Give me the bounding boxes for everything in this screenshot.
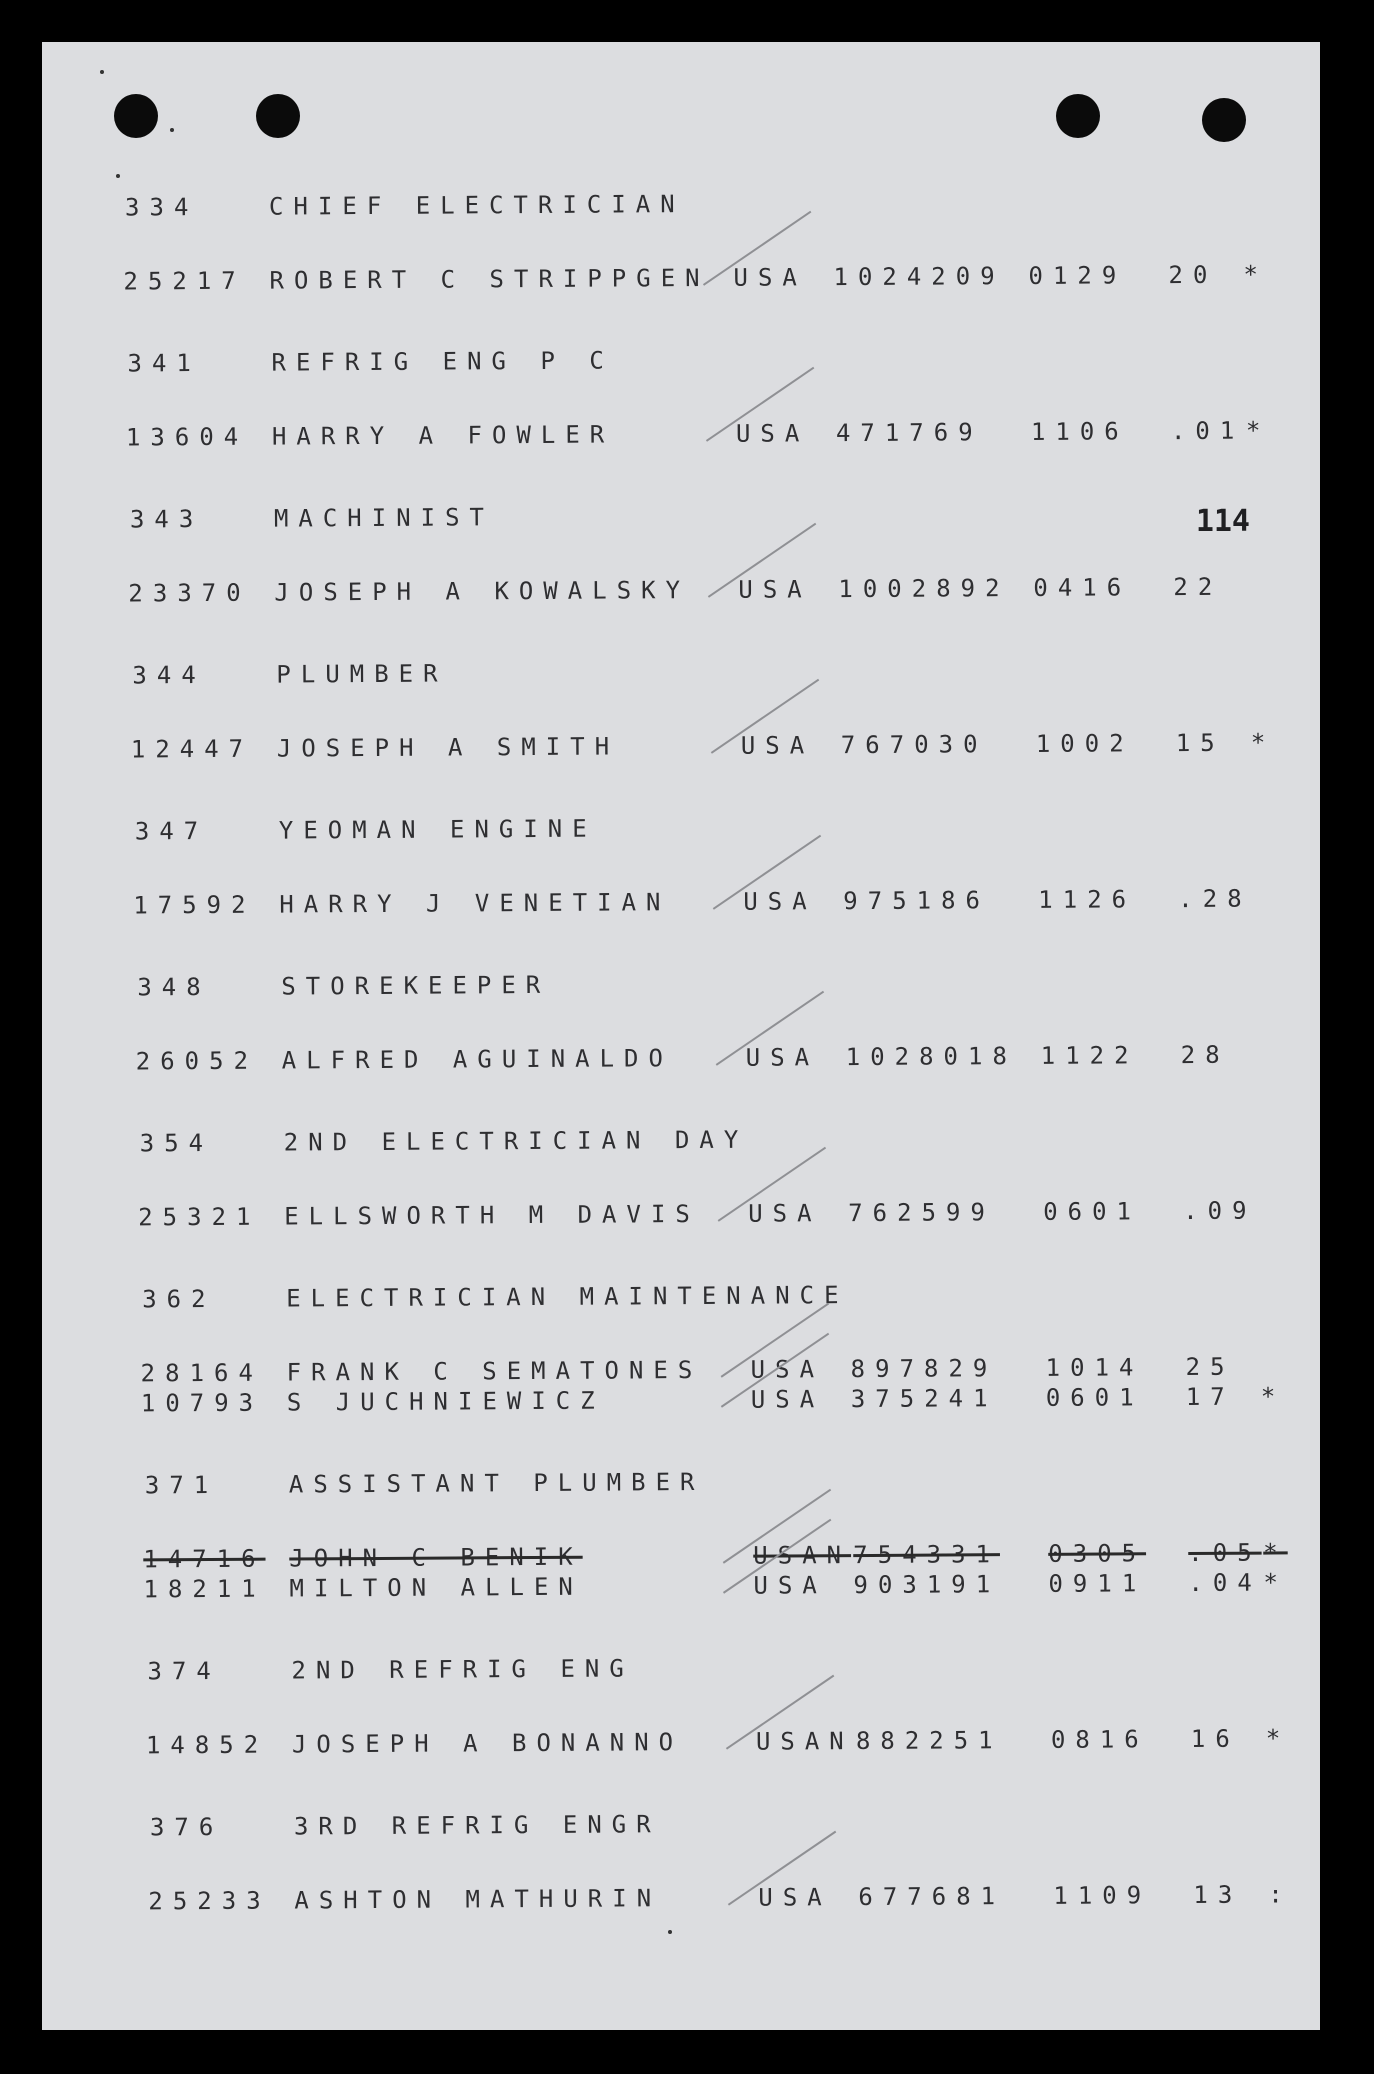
crew-number: 25321 [138, 1202, 261, 1232]
year-code: .05 [1188, 1538, 1262, 1568]
year-code: 17 [1185, 1382, 1235, 1412]
rating-header [50, 1278, 1320, 1320]
id-number: 897829 [850, 1354, 998, 1384]
rating-header [48, 966, 1320, 1008]
crew-row [48, 1040, 1320, 1082]
crew-name: MILTON ALLEN [289, 1572, 583, 1603]
date-code: 0911 [1048, 1569, 1147, 1598]
crew-name: JOSEPH A SMITH [276, 732, 620, 763]
citizenship: USA [743, 887, 817, 916]
crew-row [52, 1724, 1320, 1766]
mark: * [1265, 1724, 1291, 1753]
id-number: 975186 [843, 886, 991, 916]
citizenship: USA [748, 1199, 822, 1228]
year-code: 15 [1175, 728, 1225, 758]
rating-title: 3RD REFRIG ENGR [293, 1810, 661, 1841]
citizenship: USA [738, 575, 812, 604]
rating-header [44, 342, 1320, 384]
id-number: 762599 [848, 1198, 995, 1228]
rating-code: 374 [147, 1656, 221, 1686]
crew-row [44, 416, 1320, 458]
crew-number: 18211 [143, 1574, 266, 1604]
id-number: 903191 [853, 1570, 1001, 1600]
rating-title: PLUMBER [276, 659, 448, 689]
crew-name: FRANK C SEMATONES [286, 1355, 703, 1387]
rating-title: 2ND REFRIG ENG [291, 1654, 634, 1685]
year-code: 13 [1193, 1880, 1243, 1910]
mark: * [1250, 728, 1276, 757]
page-number: 114 [1195, 504, 1250, 539]
id-number: 882251 [855, 1726, 1003, 1756]
date-code: 0416 [1033, 573, 1132, 602]
year-code: 20 [1168, 260, 1218, 290]
crew-number: 25217 [123, 266, 246, 296]
rating-code: 347 [134, 816, 209, 846]
mark: * [1263, 1568, 1288, 1597]
mark: * [1260, 1382, 1286, 1411]
rating-header [43, 186, 1320, 228]
date-code: 0601 [1045, 1383, 1144, 1412]
mark: * [1243, 260, 1268, 289]
crew-row [50, 1382, 1320, 1424]
crew-number: 10793 [140, 1388, 264, 1418]
rating-code: 354 [139, 1128, 214, 1158]
date-code: 0816 [1050, 1725, 1149, 1754]
mark: * [1245, 416, 1271, 445]
crew-name: JOSEPH A BONANNO [291, 1728, 684, 1759]
crew-row [43, 260, 1320, 302]
rating-code: 344 [132, 661, 206, 690]
crew-name: ASHTON MATHURIN [294, 1884, 662, 1915]
crew-row [45, 572, 1320, 614]
id-number: 1024209 [833, 262, 1005, 292]
crew-row [46, 728, 1320, 770]
rating-title: MACHINIST [273, 503, 495, 533]
rating-code: 341 [127, 349, 201, 378]
rating-code: 334 [124, 193, 199, 222]
id-number: 1028018 [845, 1042, 1017, 1072]
date-code: 0305 [1048, 1539, 1147, 1568]
rating-title: 2ND ELECTRICIAN DAY [283, 1125, 749, 1157]
date-code: 1002 [1035, 729, 1134, 758]
year-code: .09 [1183, 1196, 1257, 1226]
document-page [42, 42, 1320, 2030]
year-code: 28 [1180, 1040, 1230, 1070]
year-code: 16 [1190, 1724, 1240, 1754]
crew-name: ELLSWORTH M DAVIS [284, 1200, 700, 1231]
date-code: 1122 [1040, 1041, 1139, 1070]
rating-header [46, 654, 1320, 696]
id-number: 754331 [853, 1540, 1001, 1570]
rating-header [47, 810, 1320, 852]
crew-list [42, 42, 1320, 2030]
date-code: 1126 [1038, 885, 1137, 914]
rating-title: STOREKEEPER [281, 970, 551, 1001]
crew-row [51, 1568, 1320, 1610]
id-number: 1002892 [838, 574, 1010, 604]
year-code: .01 [1170, 416, 1245, 446]
citizenship: USAN [755, 1727, 854, 1756]
citizenship: USA [750, 1355, 825, 1384]
rating-header [53, 1806, 1320, 1848]
rating-code: 376 [149, 1812, 224, 1842]
date-code: 0601 [1043, 1197, 1142, 1226]
crew-name: S JUCHNIEWICZ [286, 1386, 605, 1417]
citizenship: USAN [753, 1541, 852, 1570]
citizenship: USA [733, 263, 807, 292]
crew-number: 25233 [148, 1886, 271, 1916]
rating-code: 371 [144, 1470, 219, 1500]
rating-header [49, 1122, 1320, 1164]
rating-code: 348 [137, 972, 211, 1002]
year-code: 25 [1185, 1352, 1235, 1382]
id-number: 471769 [835, 418, 983, 448]
crew-name: ALFRED AGUINALDO [281, 1044, 673, 1075]
citizenship: USA [740, 731, 815, 760]
id-number: 677681 [858, 1882, 1006, 1912]
rating-title: CHIEF ELECTRICIAN [268, 190, 685, 221]
citizenship: USA [753, 1571, 827, 1600]
date-code: 1106 [1030, 417, 1129, 446]
date-code: 1109 [1053, 1881, 1152, 1910]
crew-name: ROBERT C STRIPPGEN [269, 263, 710, 295]
crew-row [49, 1196, 1320, 1238]
crew-number: 14852 [145, 1730, 269, 1760]
year-code: .04 [1188, 1568, 1262, 1598]
rating-header [45, 498, 1320, 540]
date-code: 1014 [1045, 1353, 1144, 1382]
id-number: 375241 [850, 1384, 998, 1414]
crew-number: 28164 [140, 1358, 263, 1388]
rating-title: YEOMAN ENGINE [278, 814, 597, 845]
crew-name: HARRY J VENETIAN [279, 888, 671, 919]
crew-number: 23370 [128, 578, 251, 608]
mark: * [1263, 1538, 1288, 1567]
crew-row [47, 884, 1320, 926]
date-code: 0129 [1028, 261, 1127, 290]
citizenship: USA [758, 1883, 832, 1912]
rating-title: ELECTRICIAN MAINTENANCE [286, 1281, 849, 1313]
crew-name: JOHN C BENIK [289, 1542, 583, 1573]
crew-number: 26052 [135, 1046, 259, 1076]
citizenship: USA [745, 1043, 820, 1072]
rating-title: ASSISTANT PLUMBER [288, 1467, 705, 1499]
year-code: .28 [1178, 884, 1252, 914]
rating-title: REFRIG ENG P C [271, 346, 614, 377]
crew-number: 17592 [133, 890, 256, 920]
crew-number: 13604 [125, 422, 249, 452]
crew-row [53, 1880, 1320, 1922]
crew-name: HARRY A FOWLER [271, 420, 615, 451]
id-number: 767030 [840, 730, 988, 760]
citizenship: USA [735, 419, 810, 448]
rating-code: 362 [142, 1284, 216, 1314]
crew-number: 12447 [130, 734, 254, 764]
rating-header [52, 1650, 1320, 1692]
crew-number: 14716 [143, 1544, 266, 1574]
mark: : [1268, 1880, 1293, 1909]
rating-code: 343 [129, 505, 204, 534]
year-code: 22 [1173, 572, 1223, 602]
crew-name: JOSEPH A KOWALSKY [274, 576, 691, 607]
citizenship: USA [750, 1385, 825, 1414]
rating-header [51, 1464, 1320, 1506]
